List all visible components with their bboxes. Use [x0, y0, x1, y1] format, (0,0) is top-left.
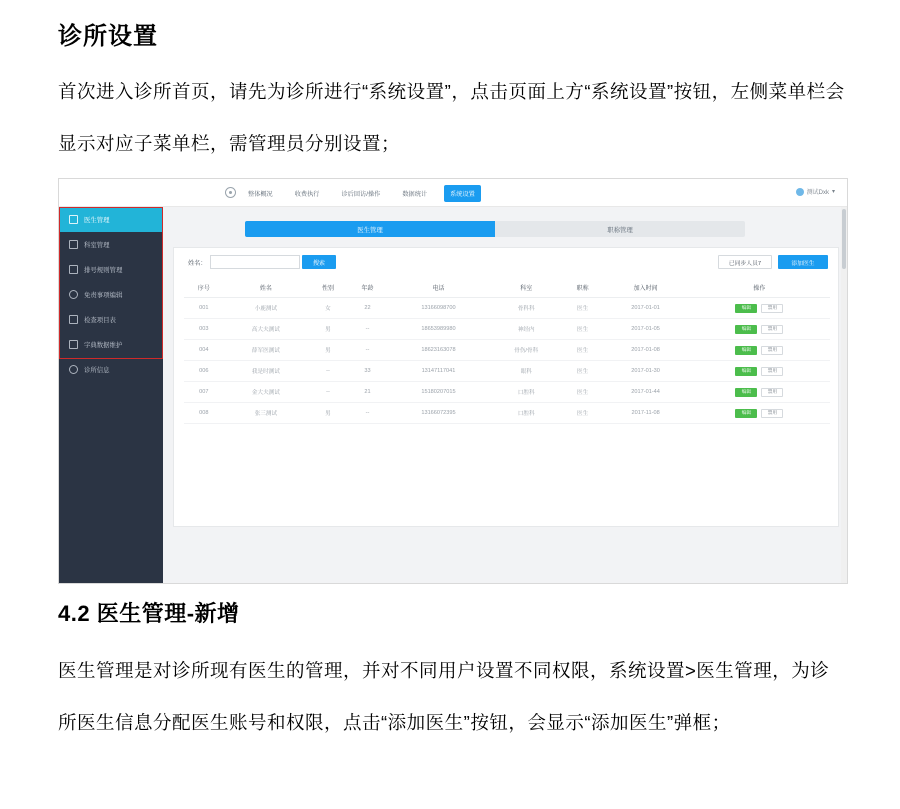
paragraph-intro: 首次进入诊所首页，请先为诊所进行“系统设置”，点击页面上方“系统设置”按钮，左侧菜单栏会显示对应子菜单栏，需管理员分别设置； — [58, 81, 845, 154]
cell-phone: 13166072395 — [387, 403, 489, 424]
tab-doctor-management[interactable]: 医生管理 — [245, 221, 495, 237]
cell-department: 口腔科 — [490, 403, 563, 424]
cell-phone: 13147117041 — [387, 361, 489, 382]
edit-button[interactable]: 编辑 — [735, 325, 757, 334]
disclaimer-icon — [69, 290, 78, 299]
edit-button[interactable]: 编辑 — [735, 367, 757, 376]
cell-name: 高大夫测试 — [224, 319, 309, 340]
edit-button[interactable]: 编辑 — [735, 304, 757, 313]
cell-age: -- — [348, 403, 388, 424]
topnav-item-statistics[interactable]: 数据统计 — [402, 190, 428, 198]
cell-age: -- — [348, 319, 388, 340]
search-button[interactable]: 搜索 — [302, 255, 336, 269]
cell-actions — [689, 319, 830, 340]
tab-title-management[interactable]: 职称管理 — [495, 221, 745, 237]
topnav-item-followup[interactable]: 诊后回访/操作 — [341, 190, 381, 198]
topnav-item-billing[interactable]: 收费执行 — [294, 190, 320, 198]
page-title: 诊所设置 — [58, 23, 158, 50]
cell-department: 骨科科 — [490, 298, 563, 319]
cell-actions — [689, 340, 830, 361]
cell-joined: 2017-11-08 — [602, 403, 688, 424]
cell-actions — [689, 361, 830, 382]
table-header-row — [184, 278, 830, 298]
chevron-down-icon: ▾ — [831, 189, 835, 195]
cell-no: 004 — [184, 340, 224, 361]
app-logo-icon — [225, 187, 236, 198]
doctor-list-panel — [173, 247, 839, 527]
dictionary-icon — [69, 340, 78, 349]
cell-name: 金大夫测试 — [224, 382, 309, 403]
department-icon — [69, 240, 78, 249]
filter-bar — [174, 248, 838, 276]
cell-actions — [689, 298, 830, 319]
cell-joined: 2017-01-44 — [602, 382, 688, 403]
sidebar-item-label: 字典数据维护 — [84, 342, 123, 349]
table-row[interactable] — [184, 403, 830, 424]
clinic-icon — [69, 365, 78, 374]
embedded-screenshot — [58, 178, 848, 584]
column-no: 序号 — [184, 278, 224, 298]
cell-joined: 2017-01-30 — [602, 361, 688, 382]
table-row[interactable] — [184, 361, 830, 382]
sidebar-item-clinic-info[interactable] — [59, 357, 163, 382]
disable-button[interactable]: 禁用 — [761, 346, 783, 355]
cell-no: 003 — [184, 319, 224, 340]
sidebar-item-label: 诊所信息 — [84, 367, 110, 374]
sidebar-item-department-management[interactable] — [59, 232, 163, 257]
cell-title: 医生 — [563, 298, 603, 319]
cell-joined: 2017-01-08 — [602, 340, 688, 361]
column-phone: 电话 — [387, 278, 489, 298]
section-heading: 4.2 医生管理-新增 — [58, 601, 240, 626]
sidebar-item-label: 免责事项编辑 — [84, 292, 123, 299]
cell-title: 医生 — [563, 403, 603, 424]
cell-title: 医生 — [563, 361, 603, 382]
cell-actions — [689, 403, 830, 424]
table-row[interactable] — [184, 319, 830, 340]
cell-title: 医生 — [563, 319, 603, 340]
cell-no: 006 — [184, 361, 224, 382]
sidebar-item-label: 科室管理 — [84, 242, 110, 249]
cell-no: 001 — [184, 298, 224, 319]
cell-title: 医生 — [563, 382, 603, 403]
table-row[interactable] — [184, 340, 830, 361]
avatar — [796, 188, 804, 196]
cell-gender: 男 — [308, 319, 348, 340]
table-row[interactable] — [184, 382, 830, 403]
scrollbar[interactable] — [841, 207, 847, 584]
sidebar-item-queue-rule-management[interactable] — [59, 257, 163, 282]
cell-age: 22 — [348, 298, 388, 319]
cell-department: 口腔科 — [490, 382, 563, 403]
name-search-input[interactable] — [210, 255, 300, 269]
edit-button[interactable]: 编辑 — [735, 388, 757, 397]
cell-gender: 男 — [308, 403, 348, 424]
cell-gender: 女 — [308, 298, 348, 319]
sidebar-item-dictionary-maintenance[interactable] — [59, 332, 163, 357]
sidebar-item-disclaimer-editor[interactable] — [59, 282, 163, 307]
doctor-icon — [69, 215, 78, 224]
cell-gender: -- — [308, 382, 348, 403]
cell-name: 张三测试 — [224, 403, 309, 424]
column-joined: 加入时间 — [602, 278, 688, 298]
cell-phone: 18653989980 — [387, 319, 489, 340]
cell-joined: 2017-01-01 — [602, 298, 688, 319]
add-doctor-button[interactable]: 添加医生 — [778, 255, 828, 269]
column-gender: 性别 — [308, 278, 348, 298]
sidebar-item-doctor-management[interactable] — [59, 207, 163, 232]
cell-title: 医生 — [563, 340, 603, 361]
column-actions: 操作 — [689, 278, 830, 298]
sidebar — [59, 207, 163, 584]
cell-no: 008 — [184, 403, 224, 424]
queue-icon — [69, 265, 78, 274]
synced-staff-button[interactable]: 已同步人员7 — [718, 255, 772, 269]
doctor-table — [184, 278, 830, 424]
cell-name: 小鹿测试 — [224, 298, 309, 319]
cell-age: -- — [348, 340, 388, 361]
cell-gender: -- — [308, 361, 348, 382]
account-menu[interactable] — [796, 187, 835, 196]
sidebar-item-label: 排号规则管理 — [84, 267, 123, 274]
cell-name: 我是时测试 — [224, 361, 309, 382]
account-name: 测试Dxk — [806, 190, 829, 196]
main-content — [163, 207, 848, 584]
scrollbar-thumb[interactable] — [842, 209, 846, 269]
disable-button[interactable]: 禁用 — [761, 388, 783, 397]
sidebar-item-exam-items[interactable] — [59, 307, 163, 332]
topnav-item-system-settings[interactable]: 系统设置 — [444, 185, 481, 202]
sidebar-item-label: 医生管理 — [84, 217, 110, 224]
cell-no: 007 — [184, 382, 224, 403]
column-age: 年龄 — [348, 278, 388, 298]
disable-button[interactable]: 禁用 — [761, 367, 783, 376]
column-name: 姓名 — [224, 278, 309, 298]
top-navigation[interactable] — [243, 179, 481, 207]
cell-phone: 15180207015 — [387, 382, 489, 403]
edit-button[interactable]: 编辑 — [735, 409, 757, 418]
cell-gender: 男 — [308, 340, 348, 361]
cell-age: 33 — [348, 361, 388, 382]
topnav-item-overview[interactable]: 整体概况 — [248, 190, 273, 198]
sub-tabs[interactable] — [245, 221, 745, 237]
disable-button[interactable]: 禁用 — [761, 304, 783, 313]
table-row[interactable] — [184, 298, 830, 319]
cell-phone: 13166098700 — [387, 298, 489, 319]
column-department: 科室 — [490, 278, 563, 298]
cell-actions — [689, 382, 830, 403]
cell-name: 薛军医测试 — [224, 340, 309, 361]
column-title: 职称 — [563, 278, 603, 298]
cell-age: 21 — [348, 382, 388, 403]
edit-button[interactable]: 编辑 — [735, 346, 757, 355]
exam-icon — [69, 315, 78, 324]
cell-department: 眼科 — [490, 361, 563, 382]
cell-department: 神经内 — [490, 319, 563, 340]
paragraph-doctor-management: 医生管理是对诊所现有医生的管理，并对不同用户设置不同权限，系统设置>医生管理，为诊所医生信息分配医生账号和权限，点击“添加医生”按钮，会显示“添加医生”弹框； — [58, 660, 830, 733]
sidebar-item-label: 检查项目表 — [84, 317, 116, 324]
name-filter-label: 姓名： — [188, 260, 207, 267]
cell-joined: 2017-01-05 — [602, 319, 688, 340]
disable-button[interactable]: 禁用 — [761, 409, 783, 418]
cell-department: 骨伤/骨科 — [490, 340, 563, 361]
disable-button[interactable]: 禁用 — [761, 325, 783, 334]
cell-phone: 18623163078 — [387, 340, 489, 361]
app-topbar — [59, 179, 848, 207]
